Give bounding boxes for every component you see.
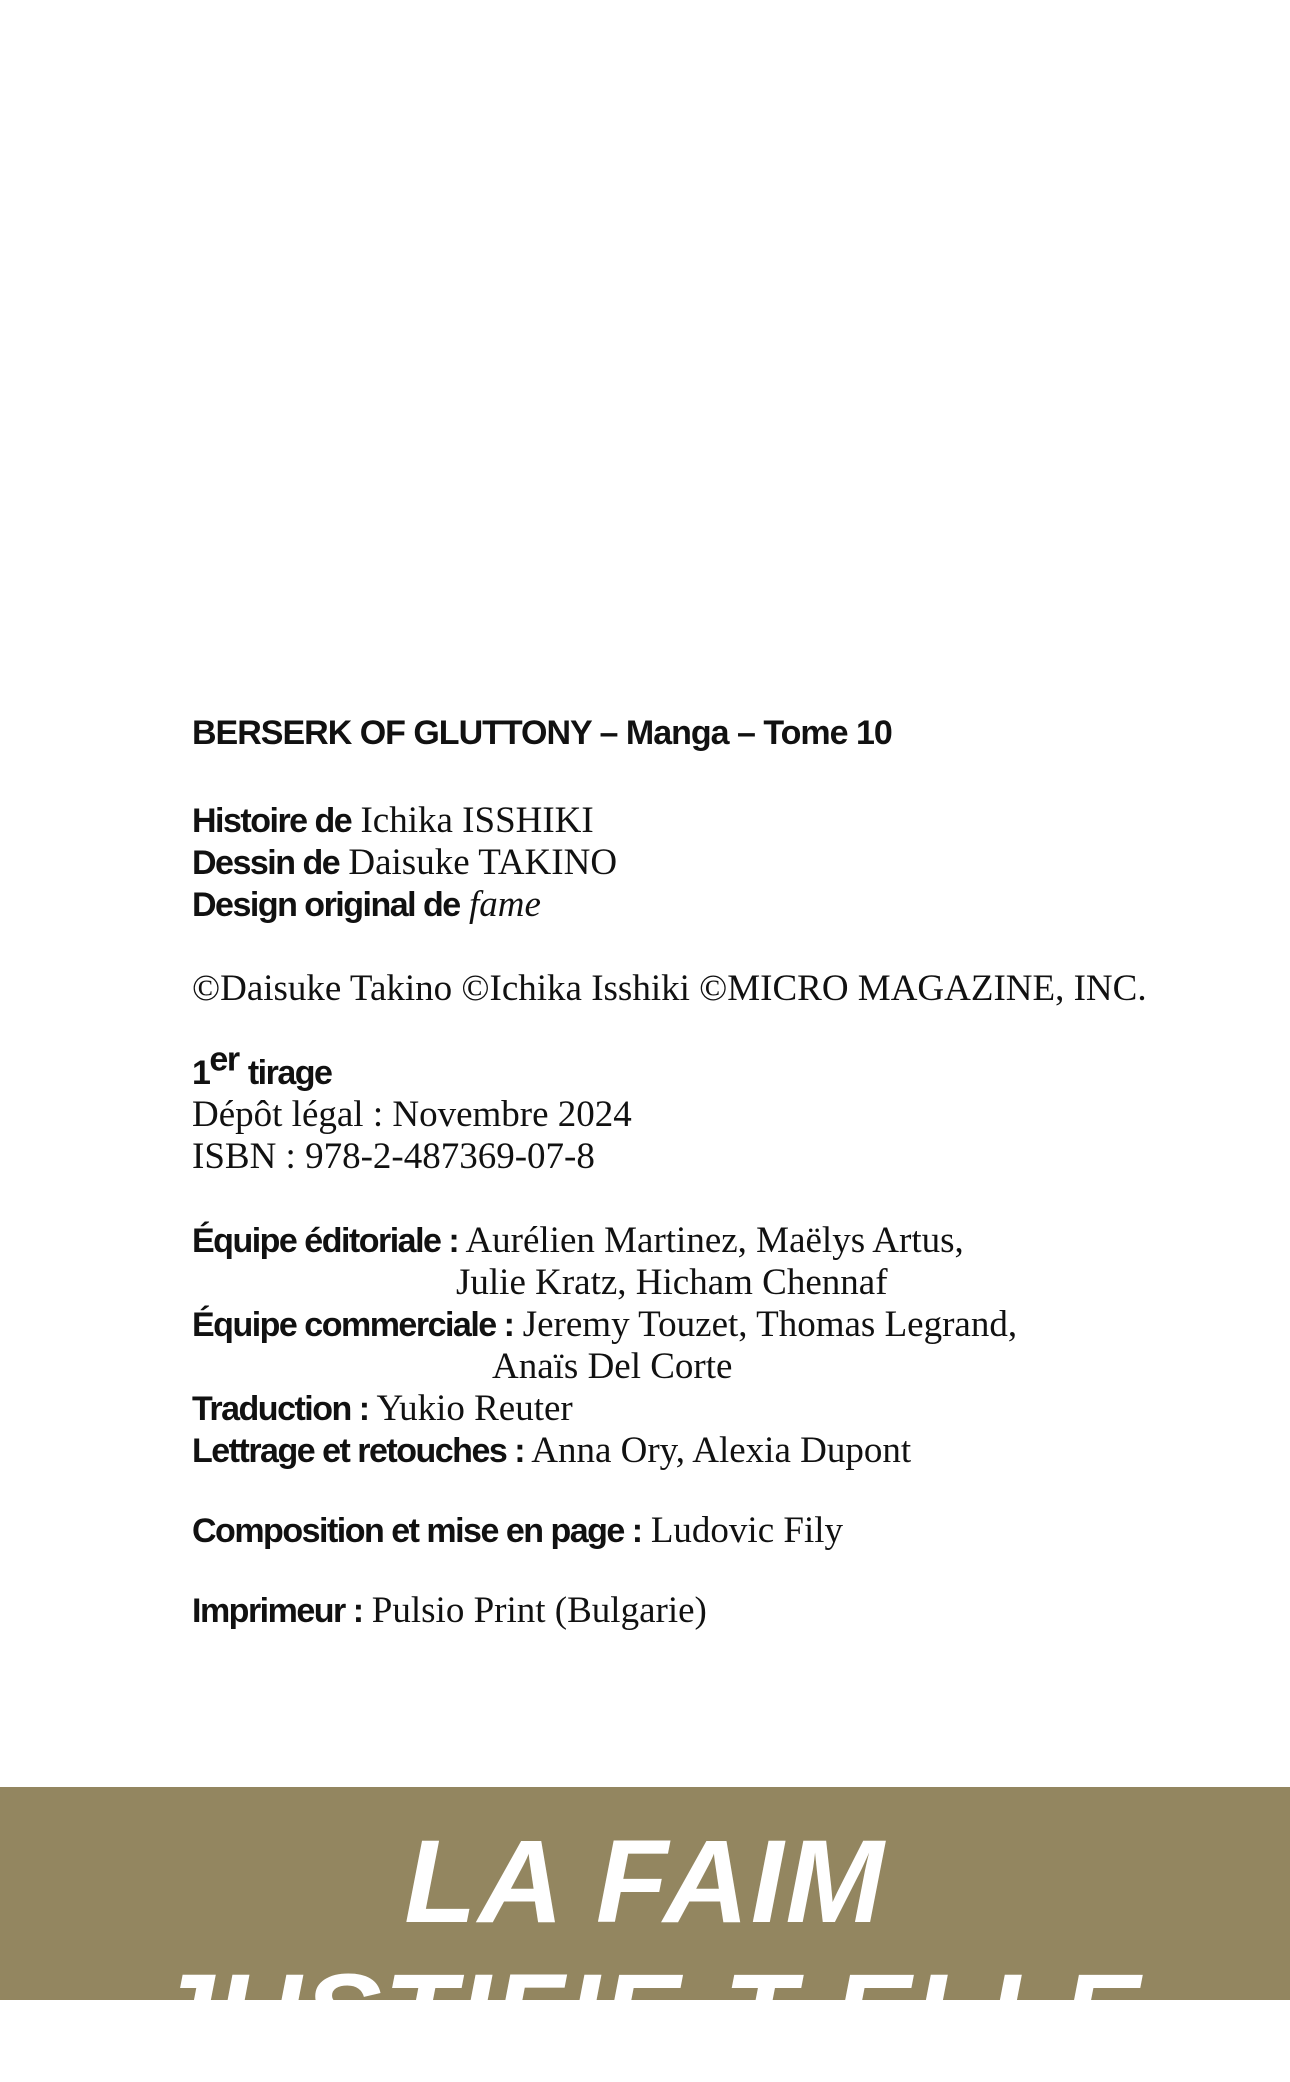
credit-drawing-value: Daisuke TAKINO <box>348 842 618 883</box>
translation-label: Traduction : <box>192 1390 369 1428</box>
credit-story-value: Ichika ISSHIKI <box>360 800 594 841</box>
book-title: BERSERK OF GLUTTONY – Manga – Tome 10 <box>192 714 892 752</box>
translation <box>192 1388 1232 1430</box>
credit-drawing <box>192 842 1232 884</box>
credit-story-label: Histoire de <box>192 802 352 840</box>
spacer <box>192 1472 1232 1510</box>
lettering-label: Lettrage et retouches : <box>192 1432 525 1470</box>
spacer <box>192 758 1232 800</box>
printing-superscript: er <box>209 1040 239 1079</box>
editorial-team <box>192 1220 1232 1262</box>
printing-label: tirage <box>247 1054 332 1092</box>
credit-drawing-label: Dessin de <box>192 844 340 882</box>
printing-number: 1 <box>192 1054 210 1092</box>
credit-story <box>192 800 1232 842</box>
commercial-team-line2: Anaïs Del Corte <box>492 1346 733 1387</box>
teaser-band <box>0 1787 1290 2082</box>
printer <box>192 1590 1232 1632</box>
editorial-team-line1: Aurélien Martinez, Maëlys Artus, <box>465 1220 964 1261</box>
credit-design-value: fame <box>468 884 541 925</box>
lettering <box>192 1430 1232 1472</box>
commercial-team <box>192 1304 1232 1346</box>
commercial-team-label: Équipe commerciale : <box>192 1306 514 1344</box>
colophon <box>192 708 1232 1632</box>
printer-value: Pulsio Print (Bulgarie) <box>371 1590 707 1631</box>
teaser-line-1: LA FAIM <box>404 1816 886 1948</box>
composition <box>192 1510 1232 1552</box>
composition-value: Ludovic Fily <box>650 1510 844 1551</box>
credit-design <box>192 884 1232 926</box>
printer-label: Imprimeur : <box>192 1592 363 1630</box>
translation-value: Yukio Reuter <box>376 1388 573 1429</box>
commercial-team-line1: Jeremy Touzet, Thomas Legrand, <box>522 1304 1018 1345</box>
spacer <box>192 926 1232 968</box>
spacer <box>192 1178 1232 1220</box>
teaser-line-2: JUSTIFIE-T-ELLE <box>148 1950 1142 2082</box>
lettering-value: Anna Ory, Alexia Dupont <box>531 1430 912 1471</box>
editorial-team-label: Équipe éditoriale : <box>192 1222 459 1260</box>
printing-edition <box>192 1040 1232 1094</box>
spacer <box>192 1552 1232 1590</box>
editorial-team-line2: Julie Kratz, Hicham Chennaf <box>456 1262 888 1303</box>
credit-design-label: Design original de <box>192 886 460 924</box>
isbn: ISBN : 978-2-487369-07-8 <box>192 1136 595 1177</box>
copyright-line: ©Daisuke Takino ©Ichika Isshiki ©MICRO MAGAZINE, INC. <box>192 968 1147 1009</box>
legal-deposit: Dépôt légal : Novembre 2024 <box>192 1094 632 1135</box>
spacer <box>192 1010 1232 1052</box>
composition-label: Composition et mise en page : <box>192 1512 642 1550</box>
